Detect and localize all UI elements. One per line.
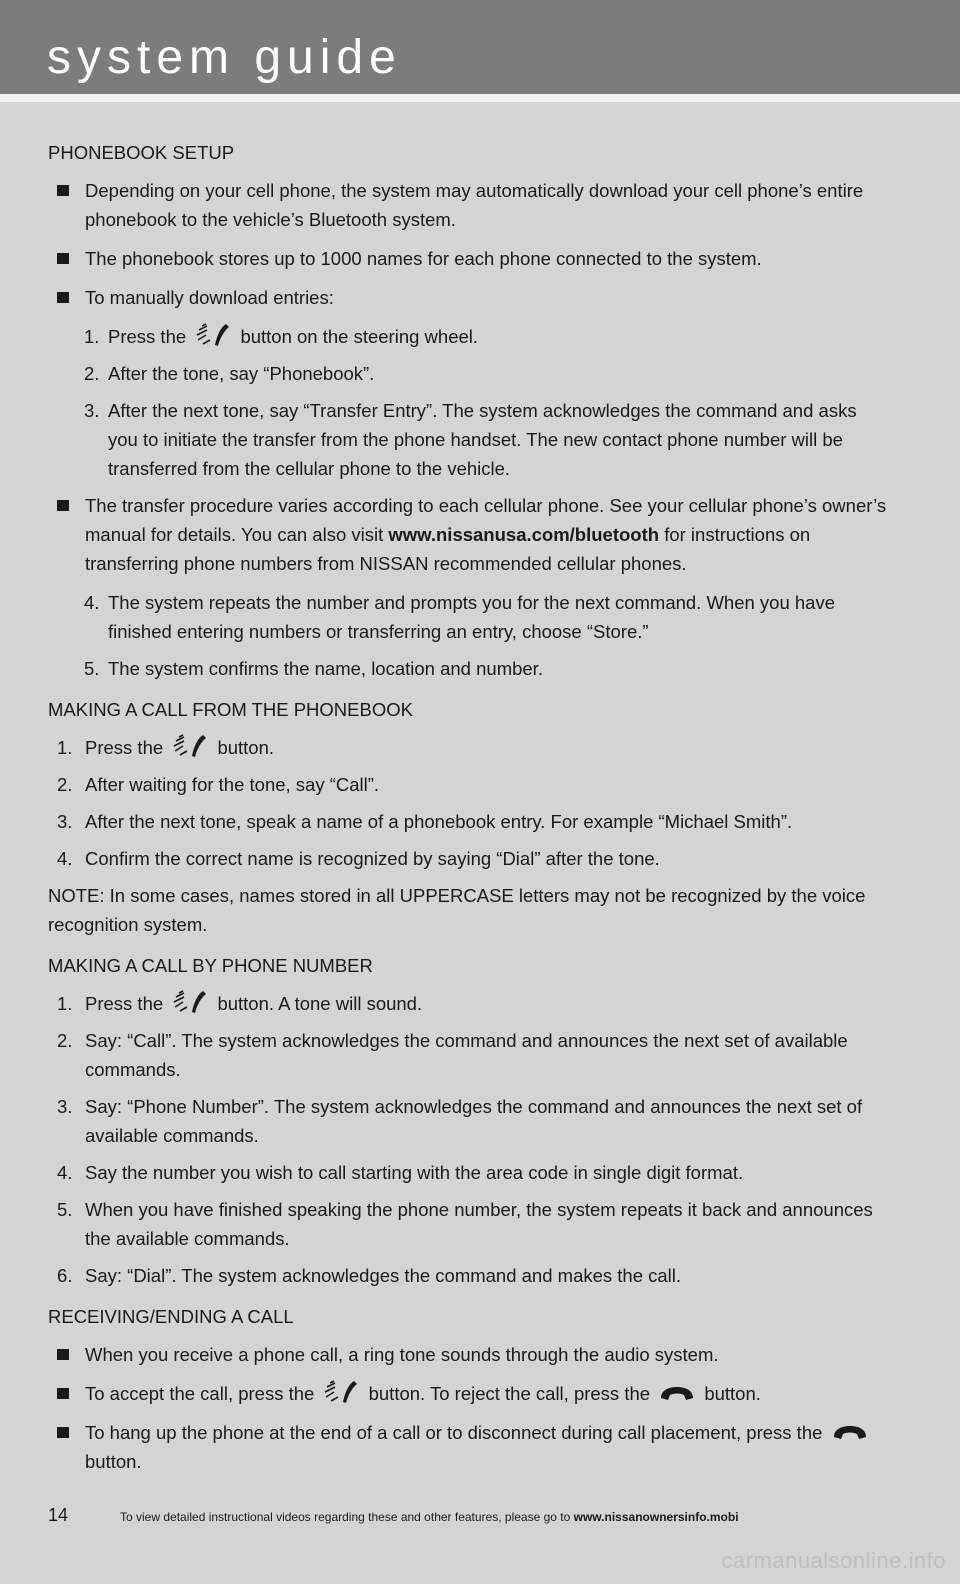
step-text: Say: “Dial”. The system acknowledges the command and makes the call. — [85, 1265, 682, 1286]
step-item — [48, 1026, 888, 1084]
step-text: After the next tone, speak a name of a phonebook entry. For example “Michael Smith”. — [85, 811, 793, 832]
step-text: button. A tone will sound. — [217, 993, 423, 1014]
step-item — [48, 654, 888, 683]
step-item — [48, 359, 888, 388]
phone-talk-icon — [170, 734, 210, 758]
bluetooth-link[interactable]: www.nissanusa.com/bluetooth — [388, 524, 660, 545]
phone-talk-icon — [193, 323, 233, 347]
step-text: Press the — [85, 737, 164, 758]
bullet-text: Depending on your cell phone, the system may automatically download your cell phone’s entire phonebook to the vehicle’s Bluetooth system. — [85, 180, 864, 230]
step-text: The system repeats the number and prompts you for the next command. When you have finished entering numbers or transferring an entry, choose “Store.” — [108, 592, 836, 642]
bullet-icon — [57, 1349, 69, 1360]
section-heading-call-phonebook: MAKING A CALL FROM THE PHONEBOOK — [48, 699, 413, 720]
step-text: When you have finished speaking the phone number, the system repeats it back and announces the available commands. — [85, 1199, 873, 1249]
bullet-icon — [57, 253, 69, 264]
step-item — [48, 733, 888, 762]
step-number: 1. — [57, 737, 73, 758]
bullet-text: When you receive a phone call, a ring tone sounds through the audio system. — [85, 1344, 719, 1365]
step-number: 4. — [57, 1162, 73, 1183]
bullet-text: button. — [704, 1383, 761, 1404]
footer-text: To view detailed instructional videos regarding these and other features, please go to — [120, 1510, 571, 1524]
step-text: button. — [217, 737, 275, 758]
list-item — [48, 1418, 888, 1476]
watermark: carmanualsonline.info — [721, 1548, 946, 1573]
step-text: The system confirms the name, location and number. — [108, 658, 543, 679]
step-number: 1. — [57, 993, 73, 1014]
bullet-text: button. To reject the call, press the — [368, 1383, 651, 1404]
list-item — [48, 244, 888, 273]
phone-talk-icon — [321, 1380, 361, 1404]
step-text: Press the — [85, 993, 164, 1014]
page-number: 14 — [48, 1505, 69, 1525]
step-text: After the tone, say “Phonebook”. — [108, 363, 375, 384]
step-number: 3. — [57, 1096, 73, 1117]
footer-link[interactable]: www.nissanownersinfo.mobi — [573, 1510, 739, 1524]
list-item — [48, 176, 888, 234]
list-item — [48, 283, 888, 312]
section-heading-call-number: MAKING A CALL BY PHONE NUMBER — [48, 955, 373, 976]
step-item — [48, 807, 888, 836]
step-number: 2. — [57, 1030, 73, 1051]
step-text: After waiting for the tone, say “Call”. — [85, 774, 380, 795]
bullet-icon — [57, 500, 69, 511]
step-item — [48, 1261, 888, 1290]
step-number: 1. — [84, 326, 100, 347]
step-text: Confirm the correct name is recognized by saying “Dial” after the tone. — [85, 848, 660, 869]
step-number: 6. — [57, 1265, 73, 1286]
section-heading-receiving: RECEIVING/ENDING A CALL — [48, 1306, 294, 1327]
step-item — [48, 1158, 888, 1187]
bullet-text: The phonebook stores up to 1000 names for each phone connected to the system. — [85, 248, 762, 269]
page-title: system guide — [47, 31, 402, 84]
header-divider — [0, 94, 960, 102]
step-number: 4. — [57, 848, 73, 869]
step-item — [48, 588, 888, 646]
step-number: 3. — [57, 811, 73, 832]
section-heading-phonebook-setup: PHONEBOOK SETUP — [48, 142, 235, 163]
step-item — [48, 322, 888, 351]
page-header — [0, 0, 960, 94]
bullet-icon — [57, 1427, 69, 1438]
footer-note — [120, 1510, 739, 1524]
step-text: Say: “Phone Number”. The system acknowledges the command and announces the next set of available commands. — [85, 1096, 863, 1146]
step-item — [48, 1195, 888, 1253]
step-item — [48, 844, 888, 873]
list-item — [48, 1340, 888, 1369]
step-item — [48, 989, 888, 1018]
step-number: 3. — [84, 400, 100, 421]
bullet-text: for instructions on transferring phone numbers from NISSAN recommended cellular phones. — [85, 524, 811, 574]
list-item — [48, 491, 888, 578]
step-number: 2. — [57, 774, 73, 795]
bullet-icon — [57, 1388, 69, 1399]
bullet-text: To accept the call, press the — [85, 1383, 315, 1404]
note-text: NOTE: In some cases, names stored in all UPPERCASE letters may not be recognized by the voice recognition system. — [48, 885, 866, 935]
step-item — [48, 770, 888, 799]
step-number: 5. — [57, 1199, 73, 1220]
step-number: 4. — [84, 592, 100, 613]
step-item — [48, 396, 888, 483]
step-text: After the next tone, say “Transfer Entry”. The system acknowledges the command and asks you to initiate the transfer from the phone handset. The new contact phone number will be transferred from the cellular phone to the vehicle. — [108, 400, 857, 479]
phone-hangup-icon — [659, 1385, 695, 1401]
step-text: Say: “Call”. The system acknowledges the command and announces the next set of available commands. — [85, 1030, 848, 1080]
bullet-text: The transfer procedure varies according to each cellular phone. See your cellular phone’s owner’s manual for details. You can also visit — [85, 495, 887, 545]
phone-hangup-icon — [832, 1424, 868, 1440]
phone-talk-icon — [170, 990, 210, 1014]
step-text: Say the number you wish to call starting with the area code in single digit format. — [85, 1162, 744, 1183]
step-number: 5. — [84, 658, 100, 679]
page-content — [48, 138, 888, 1486]
step-item — [48, 1092, 888, 1150]
bullet-icon — [57, 185, 69, 196]
step-text: button on the steering wheel. — [240, 326, 479, 347]
list-item — [48, 1379, 888, 1408]
bullet-text: To manually download entries: — [85, 287, 334, 308]
step-number: 2. — [84, 363, 100, 384]
bullet-text: button. — [85, 1451, 142, 1472]
bullet-text: To hang up the phone at the end of a call or to disconnect during call placement, press the — [85, 1422, 823, 1443]
bullet-icon — [57, 292, 69, 303]
step-text: Press the — [108, 326, 187, 347]
